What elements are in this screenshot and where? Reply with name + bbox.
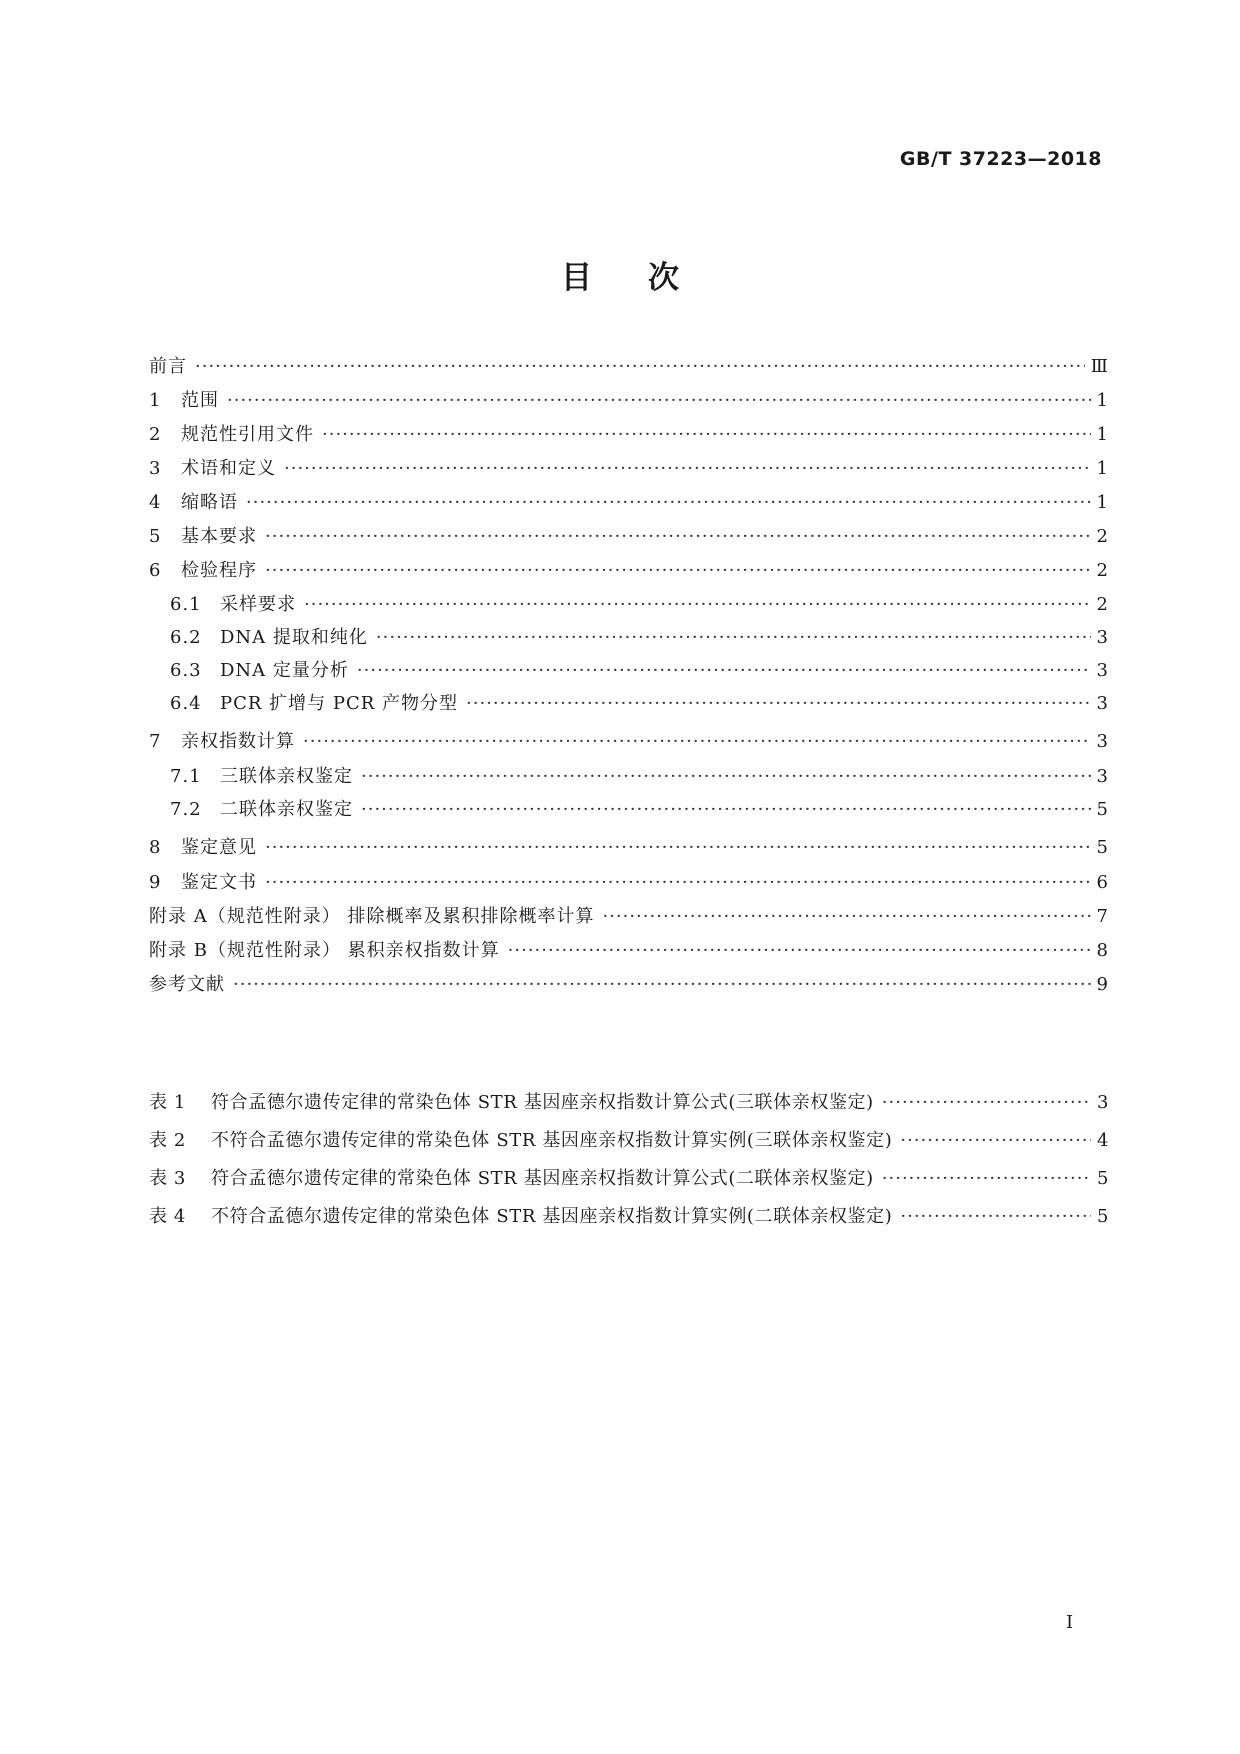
table-number: 表 1 [149,1092,186,1113]
toc-page: 2 [1096,594,1109,615]
toc-label: DNA 定量分析 [220,660,349,681]
toc-number: 6.3 [170,660,202,681]
toc-number: 6.1 [170,594,202,615]
toc-entry-6-1[interactable] [149,588,1109,621]
leader-dots [195,350,1085,384]
toc-entry-7-2[interactable] [149,793,1109,826]
toc-number: 7.2 [170,799,202,820]
toc-page: 2 [1096,526,1109,547]
toc-entry-1[interactable] [149,384,1109,418]
toc-entry-references[interactable] [149,968,1109,1002]
toc-page: 1 [1096,458,1109,479]
toc-entry-4[interactable] [149,486,1109,520]
toc-page: 3 [1096,693,1109,714]
leader-dots [357,654,1091,687]
list-of-tables [149,1084,1109,1236]
table-page: 4 [1096,1130,1109,1151]
toc-entry-foreword[interactable] [149,350,1109,384]
leader-dots [233,968,1091,1002]
toc-number: 7 [149,731,162,752]
toc-entry-7[interactable] [149,720,1109,760]
toc-label: 缩略语 [181,492,238,513]
leader-dots [900,1122,1091,1160]
toc-page: Ⅲ [1090,356,1109,377]
table-label: 不符合孟德尔遗传定律的常染色体 STR 基因座亲权指数计算实例(二联体亲权鉴定) [211,1206,893,1227]
table-entry-3[interactable] [149,1160,1109,1198]
table-label: 符合孟德尔遗传定律的常染色体 STR 基因座亲权指数计算公式(三联体亲权鉴定) [211,1092,874,1113]
leader-dots [227,384,1091,418]
table-entry-4[interactable] [149,1198,1109,1236]
leader-dots [303,720,1091,764]
toc-entry-7-1[interactable] [149,760,1109,793]
toc-label: 范围 [181,390,219,411]
table-number: 表 4 [149,1206,186,1227]
leader-dots [284,452,1091,486]
toc-page: 5 [1096,837,1109,858]
toc-page: 3 [1096,660,1109,681]
toc-number: 6.2 [170,627,202,648]
toc-label: 基本要求 [181,526,257,547]
toc-entry-appendix-b[interactable] [149,934,1109,968]
toc-page: 9 [1096,974,1109,995]
leader-dots [376,621,1091,654]
toc-entry-9[interactable] [149,866,1109,900]
leader-dots [882,1084,1091,1122]
toc-page: 1 [1096,390,1109,411]
leader-dots [265,866,1091,900]
table-label: 不符合孟德尔遗传定律的常染色体 STR 基因座亲权指数计算实例(三联体亲权鉴定) [211,1130,893,1151]
toc-label: 规范性引用文件 [181,424,314,445]
toc-label: 附录 A（规范性附录） 排除概率及累积排除概率计算 [149,906,595,927]
toc-entry-6[interactable] [149,554,1109,588]
toc-label: 术语和定义 [181,458,276,479]
toc-page: 7 [1096,906,1109,927]
toc-entry-3[interactable] [149,452,1109,486]
toc-label: 亲权指数计算 [181,731,295,752]
toc-label: 三联体亲权鉴定 [220,766,353,787]
table-page: 5 [1096,1206,1109,1227]
table-entry-2[interactable] [149,1122,1109,1160]
toc-number: 9 [149,872,162,893]
toc-entry-6-4[interactable] [149,687,1109,720]
leader-dots [466,687,1091,720]
toc-number: 2 [149,424,162,445]
toc-entry-8[interactable] [149,826,1109,866]
leader-dots [361,760,1091,793]
toc-entry-6-3[interactable] [149,654,1109,687]
toc-page: 5 [1096,799,1109,820]
toc-entry-appendix-a[interactable] [149,900,1109,934]
leader-dots [602,900,1090,934]
table-page: 5 [1096,1168,1109,1189]
leader-dots [265,520,1091,554]
toc-label: 参考文献 [149,974,225,995]
page-number: I [1066,1612,1074,1633]
toc-number: 1 [149,390,162,411]
page-title: 目次 [561,260,735,296]
toc-label: 鉴定意见 [181,837,257,858]
toc-page: 2 [1096,560,1109,581]
toc-number: 3 [149,458,162,479]
leader-dots [322,418,1091,452]
toc-page: 8 [1096,940,1109,961]
table-label: 符合孟德尔遗传定律的常染色体 STR 基因座亲权指数计算公式(二联体亲权鉴定) [211,1168,874,1189]
toc-page: 1 [1096,424,1109,445]
toc-page: 6 [1096,872,1109,893]
table-of-contents [149,350,1109,1002]
toc-label: 前言 [149,356,187,377]
toc-entry-6-2[interactable] [149,621,1109,654]
toc-number: 7.1 [170,766,202,787]
toc-number: 6.4 [170,693,202,714]
leader-dots [246,486,1091,520]
leader-dots [900,1198,1091,1236]
toc-number: 6 [149,560,162,581]
leader-dots [265,554,1091,588]
leader-dots [304,588,1091,621]
toc-number: 5 [149,526,162,547]
toc-page: 3 [1096,731,1109,752]
toc-label: PCR 扩增与 PCR 产物分型 [220,693,459,714]
toc-label: 检验程序 [181,560,257,581]
standard-code: GB/T 37223—2018 [899,148,1102,170]
leader-dots [361,793,1091,826]
toc-label: 鉴定文书 [181,872,257,893]
toc-entry-2[interactable] [149,418,1109,452]
table-number: 表 2 [149,1130,186,1151]
leader-dots [508,934,1091,968]
table-entry-1[interactable] [149,1084,1109,1122]
toc-number: 4 [149,492,162,513]
toc-label: 二联体亲权鉴定 [220,799,353,820]
toc-label: DNA 提取和纯化 [220,627,368,648]
toc-page: 3 [1096,627,1109,648]
table-page: 3 [1096,1092,1109,1113]
table-number: 表 3 [149,1168,186,1189]
toc-page: 1 [1096,492,1109,513]
leader-dots [265,826,1091,870]
toc-label: 采样要求 [220,594,296,615]
toc-entry-5[interactable] [149,520,1109,554]
toc-number: 8 [149,837,162,858]
leader-dots [882,1160,1091,1198]
toc-page: 3 [1096,766,1109,787]
toc-label: 附录 B（规范性附录） 累积亲权指数计算 [149,940,500,961]
